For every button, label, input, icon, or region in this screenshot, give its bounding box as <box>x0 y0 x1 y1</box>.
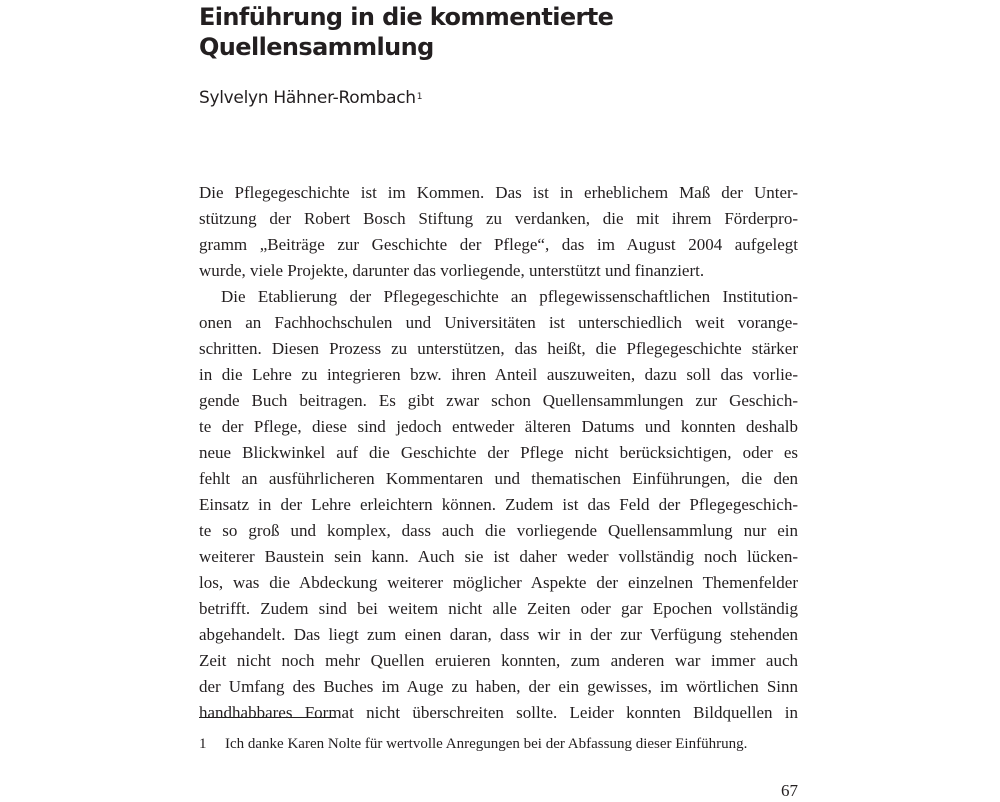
text-line: gende Buch beitragen. Es gibt zwar schon Quellensammlungen zur Geschich- <box>199 391 798 410</box>
text-line: wurde, viele Projekte, darunter das vorliegende, unterstützt und finanziert. <box>199 261 705 280</box>
text-line: onen an Fachhochschulen und Universitäten ist unterschiedlich weit vorange- <box>199 313 798 332</box>
paragraph-2 <box>199 284 798 726</box>
text-line: handhabbares Format nicht überschreiten sollte. Leider konnten Bildquellen in <box>199 703 798 722</box>
text-line: weiterer Baustein sein kann. Auch sie ist daher weder vollständig noch lücken- <box>199 547 798 566</box>
paragraph-1 <box>199 180 798 284</box>
chapter-title-line-2: Quellensammlung <box>199 33 434 61</box>
chapter-title-line-1: Einführung in die kommentierte <box>199 3 614 31</box>
text-line: der Umfang des Buches im Auge zu haben, der ein gewisses, im wörtlichen Sinn <box>199 677 798 696</box>
text-line: te so groß und komplex, dass auch die vorliegende Quellensammlung nur ein <box>199 521 798 540</box>
text-line: abgehandelt. Das liegt zum einen daran, dass wir in der zur Verfügung stehenden <box>199 625 798 644</box>
author-byline <box>199 87 422 109</box>
text-line: Die Etablierung der Pflegegeschichte an pflegewissenschaftlichen Institution- <box>221 287 798 306</box>
footnote-text: Ich danke Karen Nolte für wertvolle Anregungen bei der Abfassung dieser Einführung. <box>225 736 748 752</box>
text-line: te der Pflege, diese sind jedoch entweder älteren Datums und konnten deshalb <box>199 417 798 436</box>
text-line: neue Blickwinkel auf die Geschichte der Pflege nicht berücksichtigen, oder es <box>199 443 798 462</box>
text-line: gramm „Beiträge zur Geschichte der Pflege“, das im August 2004 aufgelegt <box>199 235 798 254</box>
footnote-number: 1 <box>199 736 207 752</box>
footnote <box>199 734 747 754</box>
text-line: Einsatz in der Lehre erleichtern können. Zudem ist das Feld der Pflegegeschich- <box>199 495 798 514</box>
text-line: fehlt an ausführlicheren Kommentaren und thematischen Einführungen, die den <box>199 469 798 488</box>
text-line: schritten. Diesen Prozess zu unterstützen, das heißt, die Pflegegeschichte stärker <box>199 339 798 358</box>
text-line: stützung der Robert Bosch Stiftung zu verdanken, die mit ihrem Förderpro- <box>199 209 798 228</box>
body-text <box>199 180 798 726</box>
author-name: Sylvelyn Hähner-Rombach <box>199 88 416 108</box>
text-line: betrifft. Zudem sind bei weitem nicht alle Zeiten oder gar Epochen vollständig <box>199 599 798 618</box>
text-line: in die Lehre zu integrieren bzw. ihren Anteil auszuweiten, dazu soll das vorlie- <box>199 365 798 384</box>
text-line: Die Pflegegeschichte ist im Kommen. Das ist in erheblichem Maß der Unter- <box>199 183 798 202</box>
footnote-divider <box>199 717 335 718</box>
page-number: 67 <box>781 781 798 800</box>
text-line: Zeit nicht noch mehr Quellen eruieren konnten, zum anderen war immer auch <box>199 651 798 670</box>
chapter-title <box>199 2 799 62</box>
author-footnote-marker[interactable]: 1 <box>416 92 423 102</box>
text-line: los, was die Abdeckung weiterer möglicher Aspekte der einzelnen Themenfelder <box>199 573 798 592</box>
